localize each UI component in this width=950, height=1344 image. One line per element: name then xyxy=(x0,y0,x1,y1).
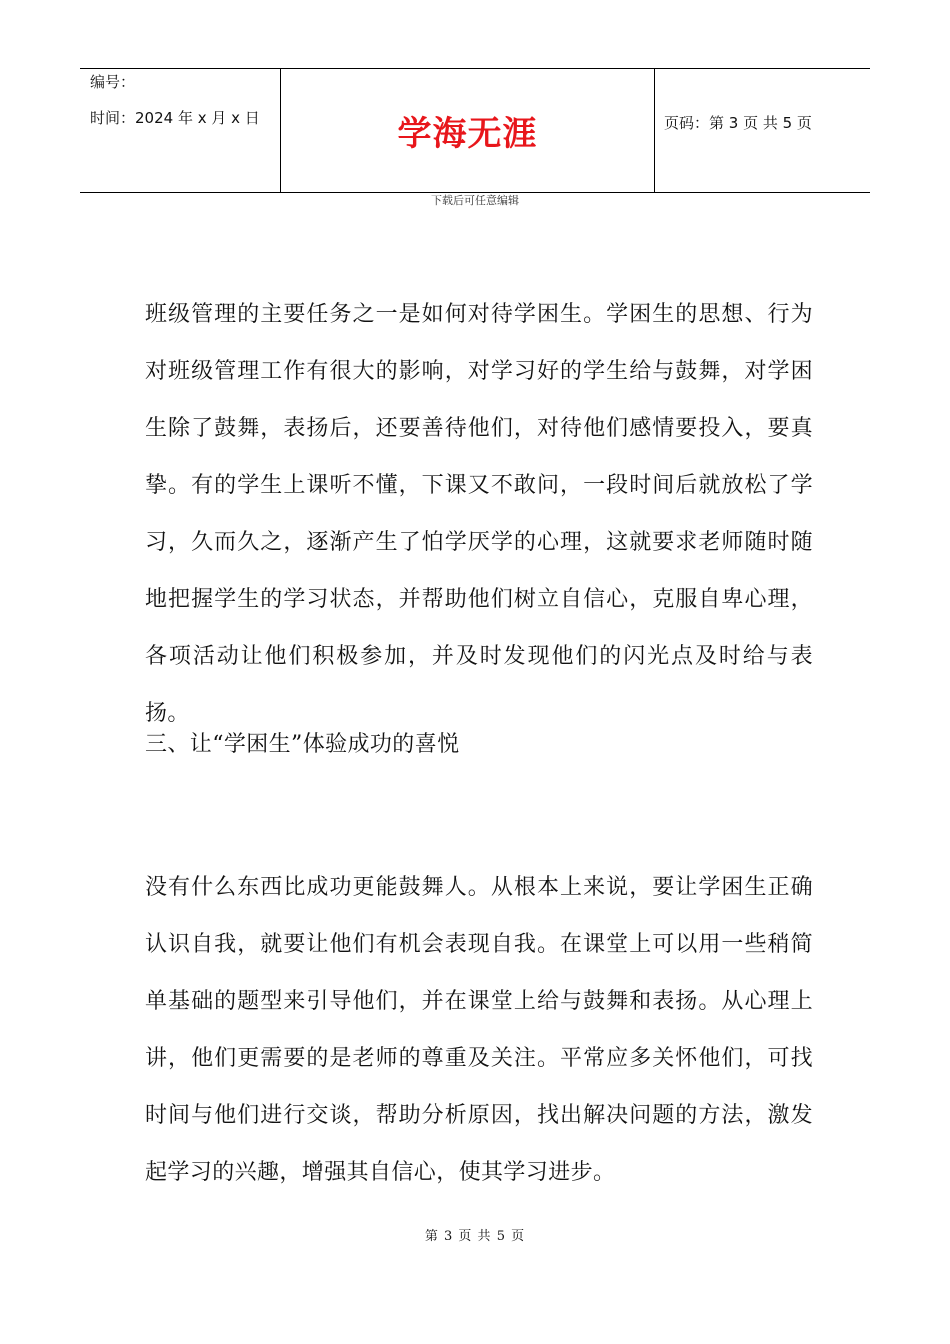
header-right-cell xyxy=(655,69,870,192)
header-title-cell xyxy=(281,69,655,192)
section-heading-3: 三、让“学困生”体验成功的喜悦 xyxy=(145,732,460,757)
header-title: 学海无涯 xyxy=(397,114,538,154)
document-header xyxy=(80,68,870,193)
header-page-label: 页码：第 3 页 共 5 页 xyxy=(664,114,812,132)
document-date-label: 时间：2024 年 x 月 x 日 xyxy=(90,109,260,127)
header-left-cell xyxy=(80,69,281,192)
editable-note: 下载后可任意编辑 xyxy=(431,194,519,207)
body-paragraph-2: 没有什么东西比成功更能鼓舞人。从根本上来说，要让学困生正确认识自我，就要让他们有机会表现自我。在课堂上可以用一些稍简单基础的题型来引导他们，并在课堂上给与鼓舞和表扬。从心理上讲，他们更需要的是老师的尊重及关注。平常应多关怀他们，可找时间与他们进行交谈，帮助分析原因，找出解决问题的方法，激发起学习的兴趣，增强其自信心，使其学习进步。 xyxy=(145,875,813,1185)
footer-page-indicator: 第 3 页 共 5 页 xyxy=(424,1229,526,1244)
body-paragraph-1: 班级管理的主要任务之一是如何对待学困生。学困生的思想、行为对班级管理工作有很大的影响，对学习好的学生给与鼓舞，对学困生除了鼓舞，表扬后，还要善待他们，对待他们感情要投入，要真挚。有的学生上课听不懂，下课又不敢问，一段时间后就放松了学习，久而久之，逐渐产生了怕学厌学的心理，这就要求老师随时随地把握学生的学习状态，并帮助他们树立自信心，克服自卑心理，各项活动让他们积极参加，并及时发现他们的闪光点及时给与表扬。 xyxy=(145,302,813,726)
document-number-label: 编号： xyxy=(90,73,136,91)
